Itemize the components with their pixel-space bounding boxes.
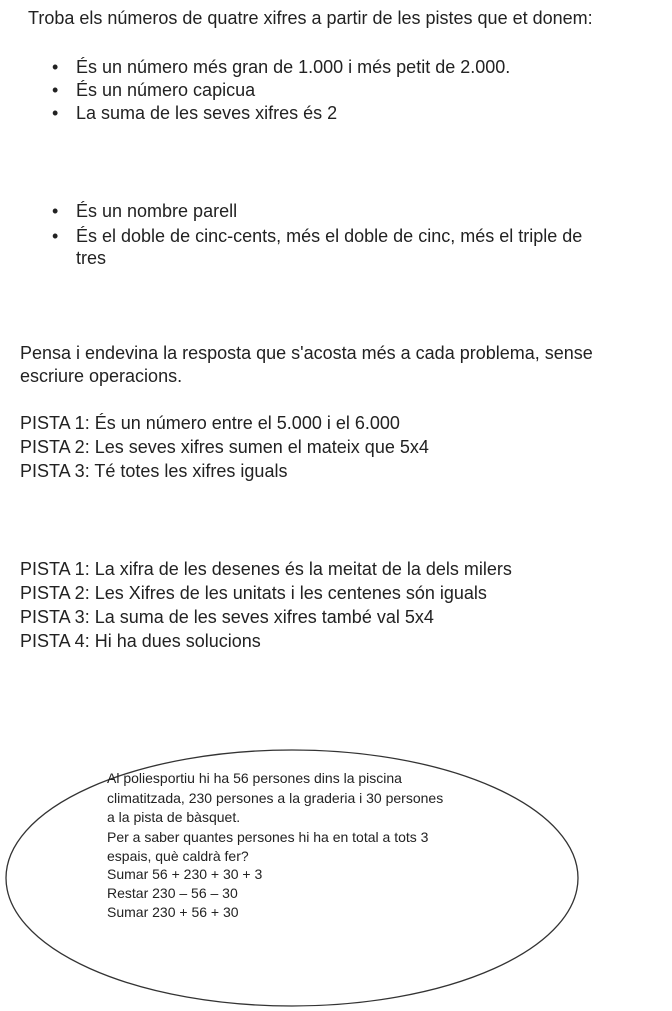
pista-line: PISTA 1: És un número entre el 5.000 i el 6.000	[20, 413, 400, 433]
clue-item: És un número capicua	[76, 80, 256, 100]
clue-item: És un número més gran de 1.000 i més petit de 2.000.	[76, 57, 511, 77]
oval-problem-text: climatitzada, 230 persones a la graderia i 30 persones	[107, 790, 444, 806]
pista-line: PISTA 4: Hi ha dues solucions	[20, 631, 261, 651]
oval-problem-text: a la pista de bàsquet.	[107, 809, 241, 825]
instructions-text: Pensa i endevina la resposta que s'acosta més a cada problema, sense	[20, 343, 593, 363]
pista-line: PISTA 3: La suma de les seves xifres també val 5x4	[20, 607, 434, 627]
pista-line: PISTA 3: Té totes les xifres iguals	[20, 461, 288, 481]
bullet-icon: •	[52, 103, 59, 123]
bullet-icon: •	[52, 201, 59, 221]
bullet-icon: •	[52, 226, 59, 246]
oval-problem-text: Per a saber quantes persones hi ha en total a tots 3	[107, 829, 429, 845]
instructions-text: escriure operacions.	[20, 366, 183, 386]
bullet-icon: •	[52, 57, 59, 77]
pista-line: PISTA 2: Les Xifres de les unitats i les centenes són iguals	[20, 583, 487, 603]
intro-text: Troba els números de quatre xifres a partir de les pistes que et donem:	[28, 8, 593, 28]
clue-item: És un nombre parell	[76, 201, 238, 221]
answer-option: Restar 230 – 56 – 30	[107, 885, 238, 901]
bullet-icon: •	[52, 80, 59, 100]
clue-item-continuation: tres	[76, 248, 107, 268]
answer-option: Sumar 56 + 230 + 30 + 3	[107, 866, 263, 882]
pista-line: PISTA 1: La xifra de les desenes és la meitat de la dels milers	[20, 559, 512, 579]
clue-item: La suma de les seves xifres és 2	[76, 103, 338, 123]
oval-problem-text: espais, què caldrà fer?	[107, 848, 249, 864]
answer-option: Sumar 230 + 56 + 30	[107, 904, 239, 920]
oval-problem-text: Al poliesportiu hi ha 56 persones dins la piscina	[107, 770, 402, 786]
clue-item: És el doble de cinc-cents, més el doble de cinc, més el triple de	[76, 226, 583, 246]
pista-line: PISTA 2: Les seves xifres sumen el mateix que 5x4	[20, 437, 429, 457]
